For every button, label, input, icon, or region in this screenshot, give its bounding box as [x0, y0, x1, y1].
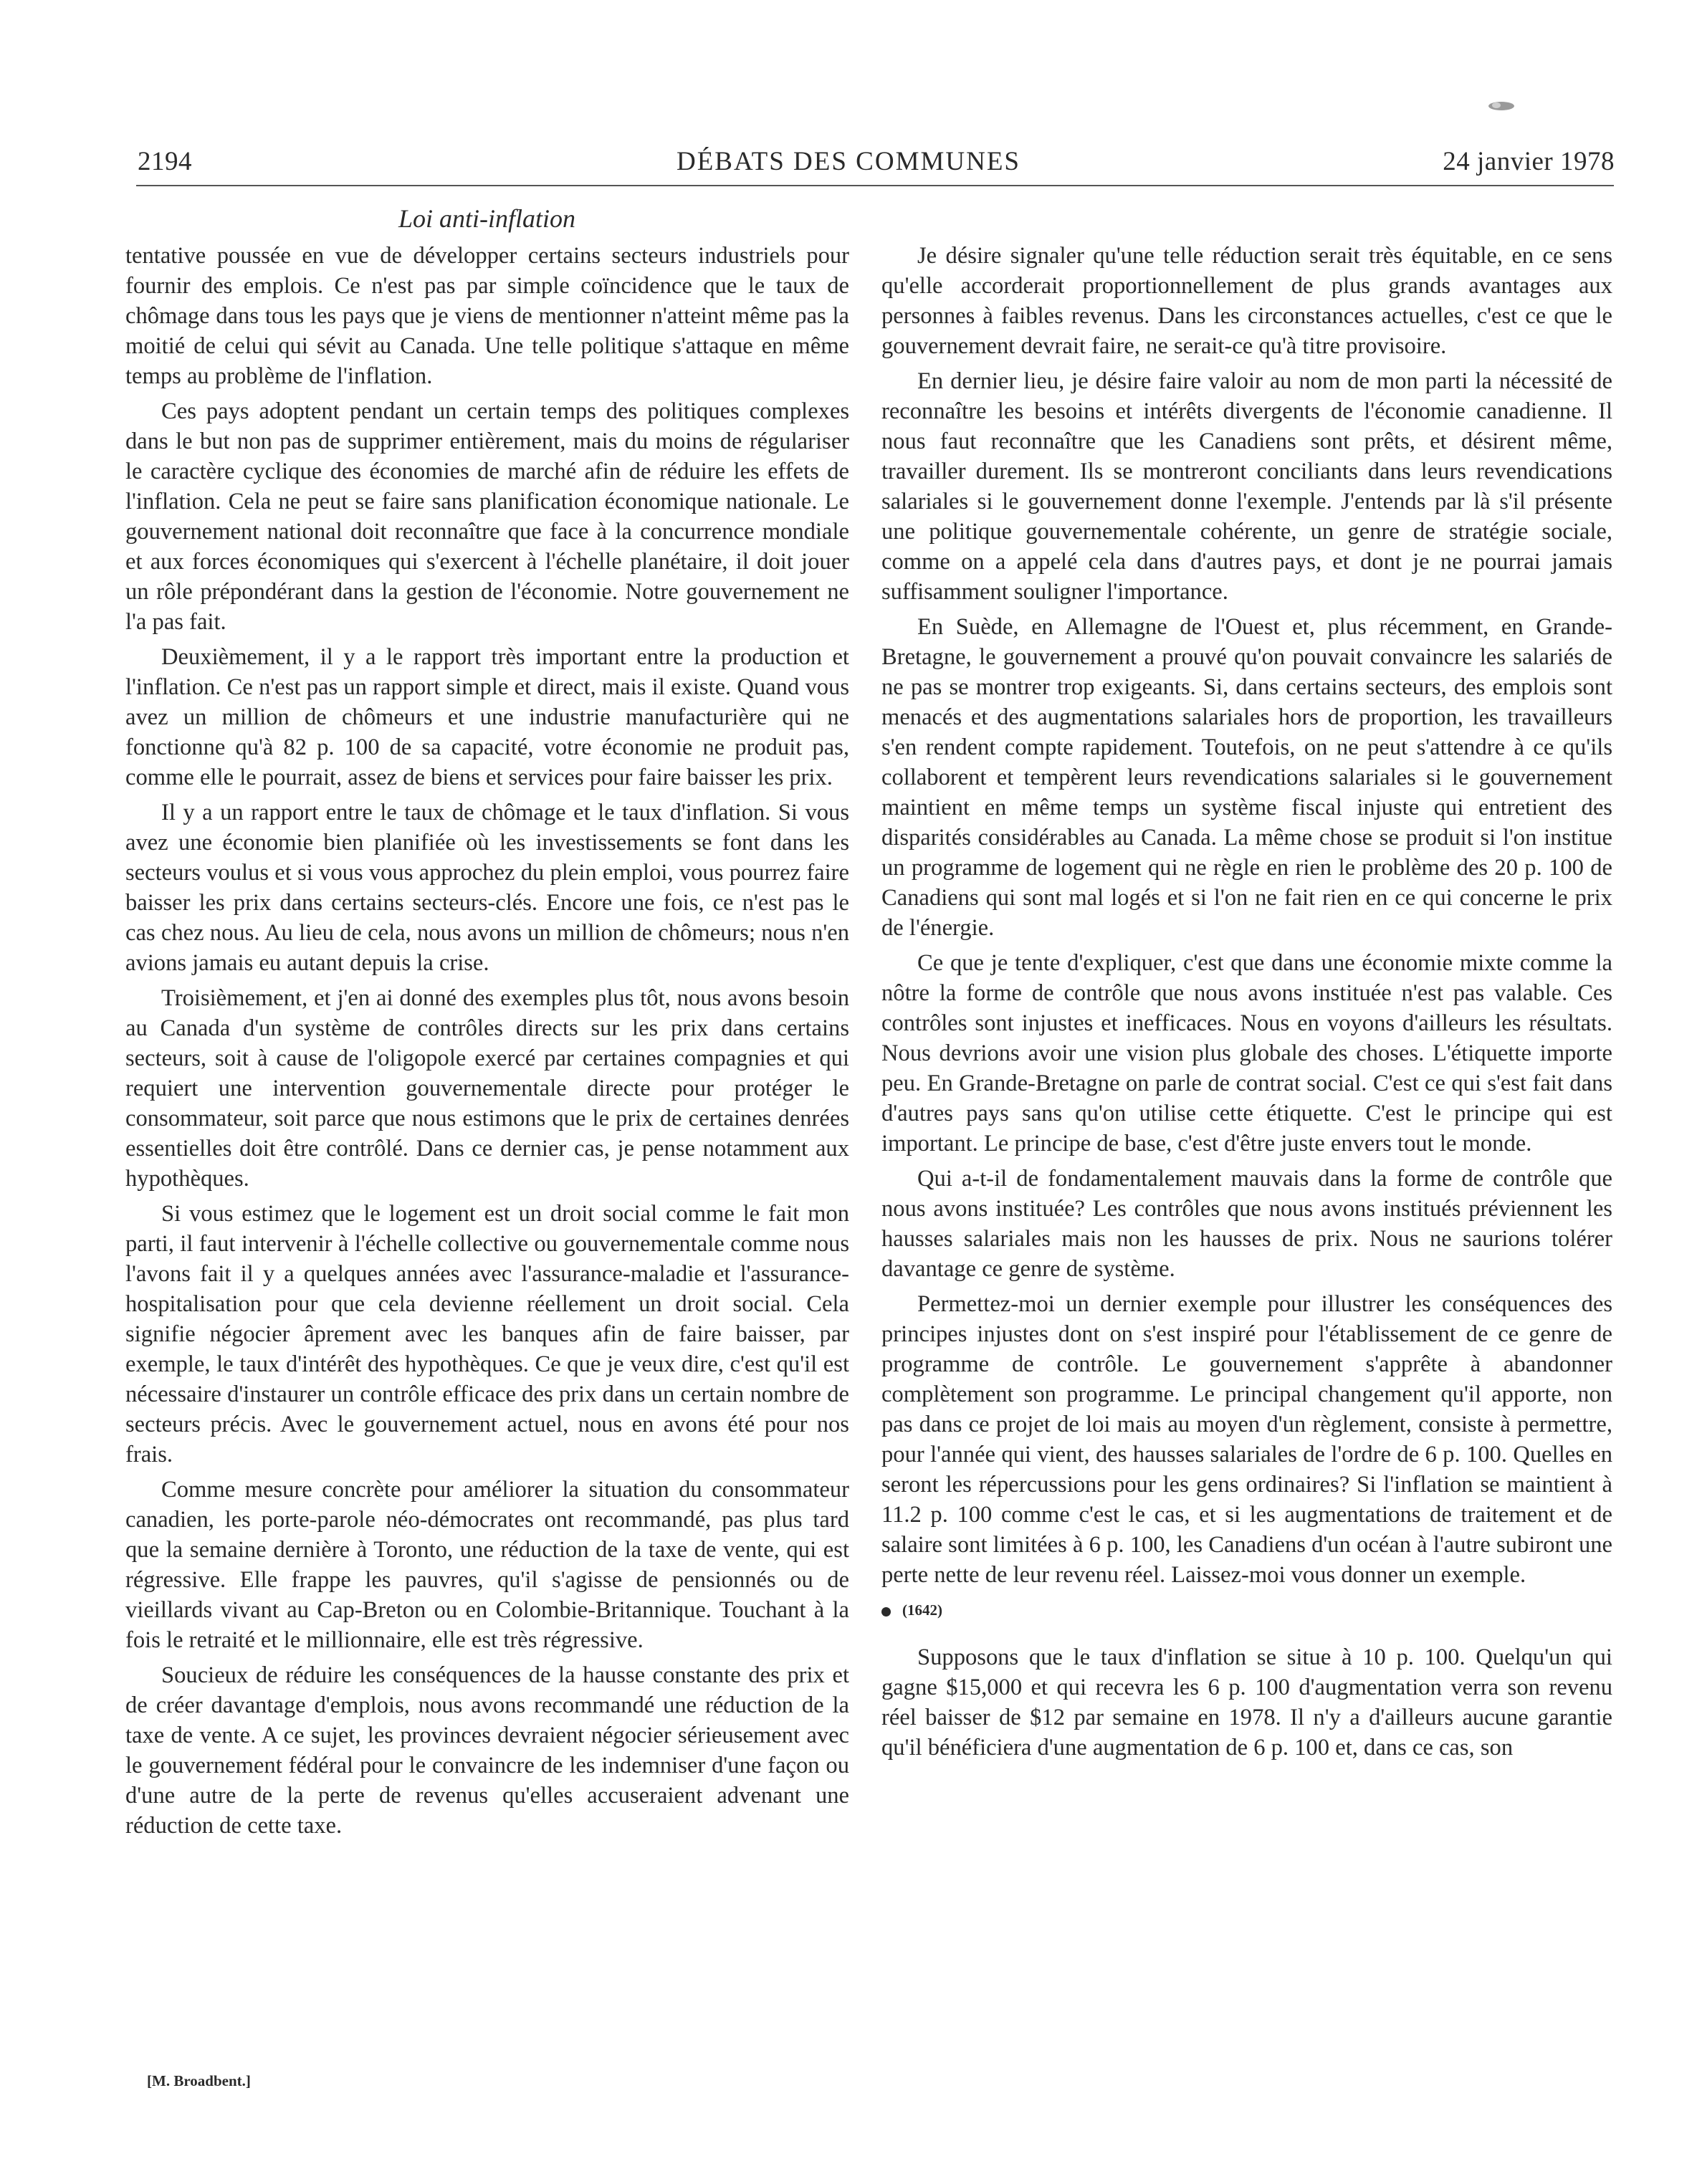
publication-title: DÉBATS DES COMMUNES	[676, 147, 1020, 176]
time-marker-text: (1642)	[902, 1601, 942, 1619]
header-rule	[136, 185, 1614, 186]
paragraph: Permettez-moi un dernier exemple pour illustrer les conséquences des principes injustes dont on s'est inspiré pour l'établissement de ce genre de programme de contrôle. Le gouvernement s'apprête à abandonner complètement son programme. Le principal changement qu'il apporte, non pas dans ce projet de loi mais au moyen d'un règlement, consiste à permettre, pour l'année qui vient, des hausses salariales de l'ordre de 6 p. 100. Quelles en seront les répercussions pour les gens ordinaires? Si l'inflation se maintient à 11.2 p. 100 comme c'est le cas, et si les augmentations de traitement et de salaire sont limitées à 6 p. 100, les Canadiens d'un océan à l'autre subiront une perte nette de leur revenu réel. Laissez-moi vous donner un exemple.	[881, 1291, 1612, 1588]
ink-smudge	[1486, 100, 1516, 112]
paragraph: Ce que je tente d'expliquer, c'est que dans une économie mixte comme la nôtre la forme de contrôle que nous avons instituée n'est pas valable. Ces contrôles sont injustes et inefficaces. Nous en voyons d'ailleurs les résultats. Nous devrions avoir une vision plus globale des choses. L'étiquette importe peu. En Grande-Bretagne on parle de contrat social. C'est ce qui s'est fait dans d'autres pays sans qu'on utilise cette étiquette. C'est le principe qui est important. Le principe de base, c'est d'être juste envers tout le monde.	[881, 950, 1612, 1156]
publication-date: 24 janvier 1978	[1443, 147, 1615, 176]
paragraph: Je désire signaler qu'une telle réduction serait très équitable, en ce sens qu'elle accorderait proportionnellement de plus grands avantages aux personnes à faibles revenus. Dans les circonstances actuelles, c'est ce que le gouvernement devrait faire, ne serait-ce qu'à titre provisoire.	[881, 243, 1612, 359]
left-column	[125, 241, 849, 1846]
time-marker	[881, 1595, 1612, 1625]
paragraph: En Suède, en Allemagne de l'Ouest et, plus récemment, en Grande-Bretagne, le gouvernement a prouvé qu'on pouvait convaincre les salariés de ne pas se montrer trop exigeants. Si, dans certains secteurs, des emplois sont menacés et des augmentations salariales hors de proportion, les travailleurs s'en rendent compte rapidement. Toutefois, on ne peut s'attendre à ce qu'ils collaborent et tempèrent leurs revendications salariales si le gouvernement maintient en même temps un système fiscal injuste qui entretient des disparités considérables au Canada. La même chose se produit si l'on institue un programme de logement qui ne règle en rien le problème des 20 p. 100 de Canadiens qui sont mal logés et si l'on ne fait rien en ce qui concerne le prix de l'énergie.	[881, 614, 1612, 941]
paragraph: tentative poussée en vue de développer certains secteurs industriels pour fournir des emplois. Ce n'est pas par simple coïncidence que le taux de chômage dans tous les pays que je viens de mentionner n'atteint même pas la moitié de celui qui sévit au Canada. Une telle politique s'attaque en même temps au problème de l'inflation.	[125, 243, 849, 389]
paragraph: En dernier lieu, je désire faire valoir au nom de mon parti la nécessité de reconnaître les besoins et intérêts divergents de l'économie canadienne. Il nous faut reconnaître que les Canadiens sont prêts, et désirent même, travailler durement. Ils se montreront conciliants dans leurs revendications salariales si le gouvernement donne l'exemple. J'entends par là s'il présente une politique gouvernementale cohérente, un genre de stratégie sociale, comme on a appelé cela dans d'autres pays, et dont je ne pourrai jamais suffisamment souligner l'importance.	[881, 368, 1612, 605]
paragraph: Qui a-t-il de fondamentalement mauvais dans la forme de contrôle que nous avons instituée? Les contrôles que nous avons institués préviennent les hausses salariales mais non les hausses de prix. Nous ne saurions tolérer davantage ce genre de système.	[881, 1166, 1612, 1282]
paragraph: Si vous estimez que le logement est un droit social comme le fait mon parti, il faut intervenir à l'échelle collective ou gouvernementale comme nous l'avons fait il y a quelques années avec l'assurance-maladie et l'assurance-hospitalisation pour que cela devienne réellement un droit social. Cela signifie négocier âprement avec les banques afin de faire baisser, par exemple, le taux d'intérêt des hypothèques. Ce que je veux dire, c'est qu'il est nécessaire d'instaurer un contrôle efficace des prix dans un certain nombre de secteurs précis. Avec le gouvernement actuel, nous en avons été pour nos frais.	[125, 1201, 849, 1467]
section-subtitle: Loi anti-inflation	[398, 204, 576, 233]
paragraph: Troisièmement, et j'en ai donné des exemples plus tôt, nous avons besoin au Canada d'un système de contrôles directs sur les prix dans certains secteurs, soit à cause de l'oligopole exercé par certaines compagnies et qui requiert une intervention gouvernementale directe pour protéger le consommateur, soit parce que nous estimons que le prix de certaines denrées essentielles doit être contrôlé. Dans ce dernier cas, je pense notamment aux hypothèques.	[125, 985, 849, 1192]
bullet-icon	[881, 1607, 891, 1617]
page-number: 2194	[138, 147, 192, 176]
speaker-tag: [M. Broadbent.]	[147, 2072, 251, 2089]
paragraph: Comme mesure concrète pour améliorer la situation du consommateur canadien, les porte-parole néo-démocrates ont recommandé, pas plus tard que la semaine dernière à Toronto, une réduction de la taxe de vente, qui est régressive. Elle frappe les pauvres, qu'il s'agisse de pensionnés ou de vieillards vivant au Cap-Breton ou en Colombie-Britannique. Touchant à la fois le retraité et le millionnaire, elle est très régressive.	[125, 1477, 849, 1653]
paragraph: Soucieux de réduire les conséquences de la hausse constante des prix et de créer davantage d'emplois, nous avons recommandé une réduction de la taxe de vente. A ce sujet, les provinces devraient négocier sérieusement avec le gouvernement fédéral pour le convaincre de les indemniser d'une façon ou d'une autre de la perte de revenus qu'elles accuseraient advenant une réduction de cette taxe.	[125, 1662, 849, 1839]
paragraph: Ces pays adoptent pendant un certain temps des politiques complexes dans le but non pas de supprimer entièrement, mais du moins de régulariser le caractère cyclique des économies de marché afin de réduire les effets de l'inflation. Cela ne peut se faire sans planification économique nationale. Le gouvernement national doit reconnaître que face à la concurrence mondiale et aux forces économiques qui s'exercent à l'échelle planétaire, il doit jouer un rôle prépondérant dans la gestion de l'économie. Notre gouvernement ne l'a pas fait.	[125, 398, 849, 635]
paragraph: Deuxièmement, il y a le rapport très important entre la production et l'inflation. Ce n'est pas un rapport simple et direct, mais il existe. Quand vous avez un million de chômeurs et une industrie manufacturière qui ne fonctionne qu'à 82 p. 100 de sa capacité, votre économie ne produit pas, comme elle le pourrait, assez de biens et services pour faire baisser les prix.	[125, 644, 849, 790]
paragraph: Il y a un rapport entre le taux de chômage et le taux d'inflation. Si vous avez une économie bien planifiée où les investissements se font dans les secteurs voulus et si vous vous approchez du plein emploi, vous pourrez faire baisser les prix dans certains secteurs-clés. Encore une fois, ce n'est pas le cas chez nous. Au lieu de cela, nous avons un million de chômeurs; nous n'en avions jamais eu autant depuis la crise.	[125, 800, 849, 976]
right-column	[881, 241, 1612, 1768]
paragraph: Supposons que le taux d'inflation se situe à 10 p. 100. Quelqu'un qui gagne $15,000 et qui recevra les 6 p. 100 d'augmentation verra son revenu réel baisser de $12 par semaine en 1978. Il n'y a d'ailleurs aucune garantie qu'il bénéficiera d'une augmentation de 6 p. 100 et, dans ce cas, son	[881, 1644, 1612, 1761]
